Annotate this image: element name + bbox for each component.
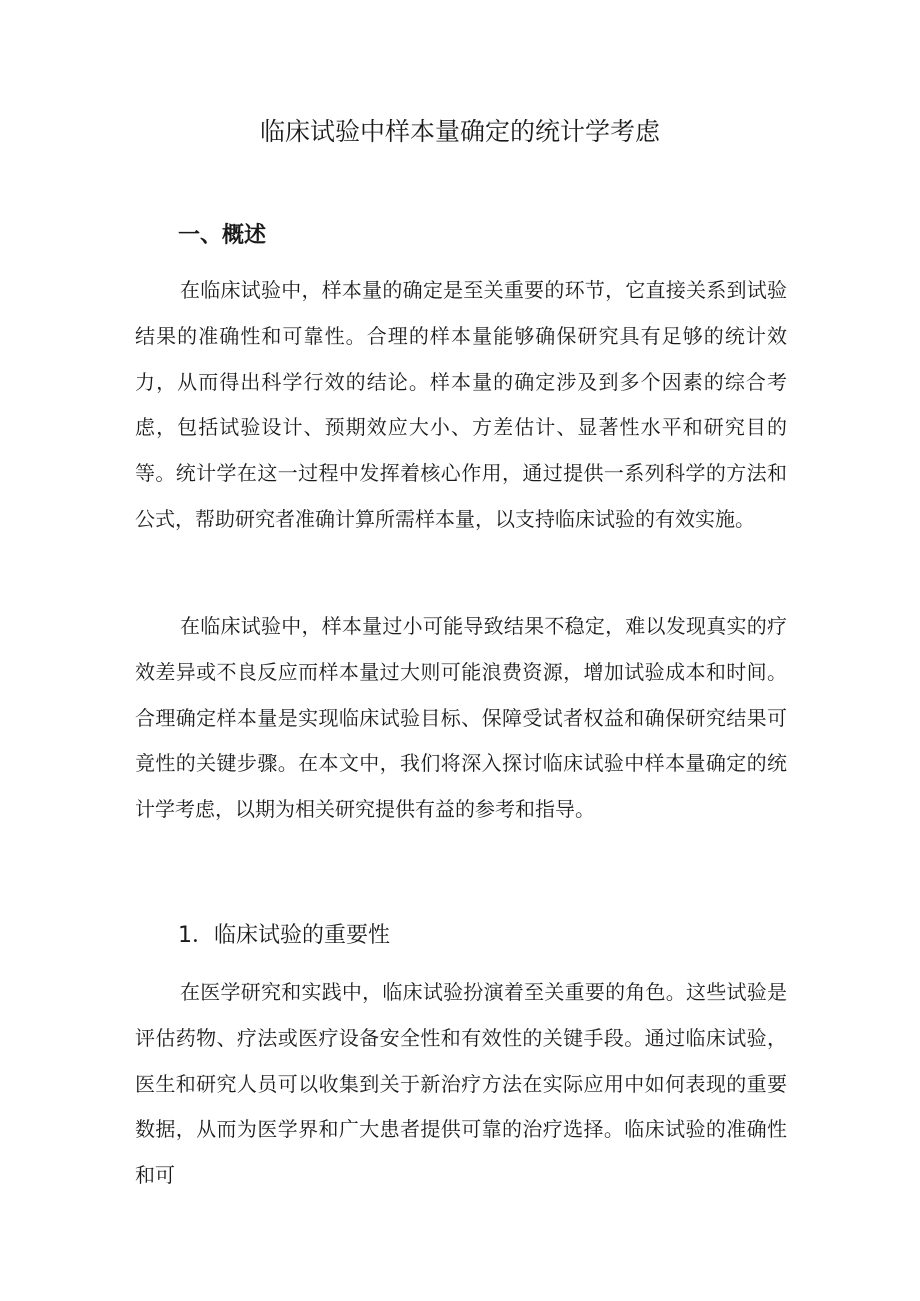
section-heading-importance: 1．临床试验的重要性 — [178, 923, 390, 948]
body-paragraph: 在医学研究和实践中，临床试验扮演着至关重要的角色。这些试验是评估药物、疗法或医疗设备安全性和有效性的关键手段。通过临床试验，医生和研究人员可以收集到关于新治疗方法在实际应用中如何表现的重要数据，从而为医学界和广大患者提供可靠的治疗选择。临床试验的准确性和可 — [135, 980, 787, 1188]
document-title: 临床试验中样本量确定的统计学考虑 — [259, 117, 660, 146]
body-paragraph: 在临床试验中，样本量的确定是至关重要的环节，它直接关系到试验结果的准确性和可靠性。合理的样本量能够确保研究具有足够的统计效力，从而得出科学行效的结论。样本量的确定涉及到多个因素的综合考虑，包括试验设计、预期效应大小、方差估计、显著性水平和研究目的等。统计学在这一过程中发挥着核心作用，通过提供一系列科学的方法和公式，帮助研究者准确计算所需样本量，以支持临床试验的有效实施。 — [135, 278, 787, 531]
body-paragraph: 在临床试验中，样本量过小可能导致结果不稳定，难以发现真实的疗效差异或不良反应而样本量过大则可能浪费资源，增加试验成本和时间。合理确定样本量是实现临床试验目标、保障受试者权益和确保研究结果可竟性的关键步骤。在本文中，我们将深入探讨临床试验中样本量确定的统计学考虑，以期为相关研究提供有益的参考和指导。 — [135, 614, 787, 822]
section-heading-overview: 一、概述 — [178, 223, 267, 248]
